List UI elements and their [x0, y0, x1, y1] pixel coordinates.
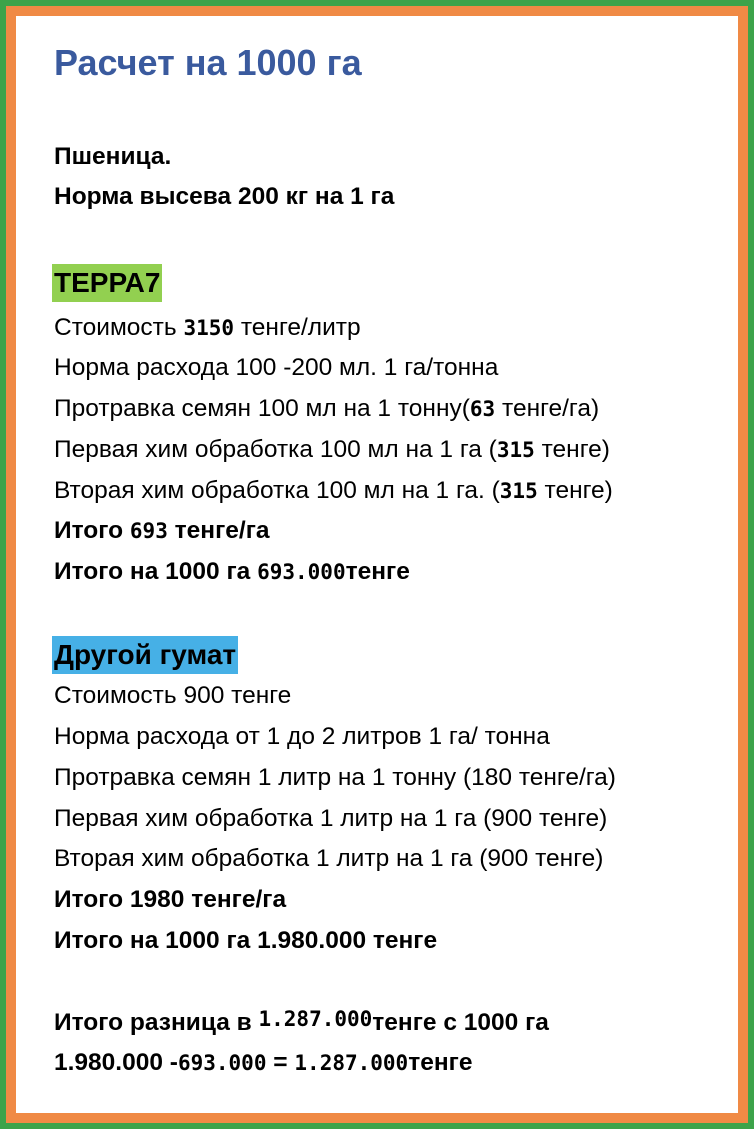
terra-total-1000-unit: тенге: [345, 558, 410, 585]
gumat-cost: Стоимость 900 тенге: [54, 682, 292, 709]
terra-first-value: 315: [496, 438, 535, 462]
terra-total-1000-value: 693.000: [257, 560, 346, 584]
terra-second-value: 315: [499, 479, 538, 503]
difference-calculation: [54, 1048, 472, 1078]
terra-cost-value: 3150: [183, 316, 235, 340]
terra-second-label: Вторая хим обработка 100 мл на 1 га. (: [54, 477, 500, 504]
gumat-total-1000: Итого на 1000 га 1.980.000 тенге: [54, 927, 438, 954]
difference-total: [54, 1008, 549, 1038]
difference-label: Итого разница в: [54, 1009, 259, 1036]
gumat-seed-treatment: Протравка семян 1 литр на 1 тонну (180 тенге/га): [54, 764, 616, 791]
terra-total-1000: [54, 557, 410, 587]
terra-second-treatment: [54, 476, 613, 506]
terra-rate: Норма расхода 100 -200 мл. 1 га/тонна: [54, 354, 499, 381]
terra-total-value: 693: [129, 519, 168, 543]
terra-first-treatment: [54, 435, 610, 465]
terra-total: [54, 516, 270, 546]
difference-value: 1.287.000: [258, 1007, 373, 1031]
gumat-rate: Норма расхода от 1 до 2 литров 1 га/ тонна: [54, 723, 550, 750]
calc-equals: =: [266, 1049, 295, 1076]
gumat-second-treatment: Вторая хим обработка 1 литр на 1 га (900 тенге): [54, 845, 604, 872]
calc-subtrahend: 693.000: [177, 1051, 267, 1075]
terra-first-label: Первая хим обработка 100 мл на 1 га (: [54, 436, 497, 463]
terra-cost: [54, 313, 361, 343]
terra-total-unit: тенге/га: [167, 517, 270, 544]
terra-cost-label: Стоимость: [54, 314, 184, 341]
page-title: Расчет на 1000 га: [54, 42, 362, 83]
gumat-first-treatment: Первая хим обработка 1 литр на 1 га (900 тенге): [54, 805, 608, 832]
gumat-total: Итого 1980 тенге/га: [54, 886, 287, 913]
terra-seed-treatment: [54, 394, 599, 424]
terra-cost-unit: тенге/литр: [234, 314, 361, 341]
difference-unit: тенге с 1000 га: [372, 1009, 549, 1036]
terra-second-unit: тенге): [537, 477, 613, 504]
calc-result: 1.287.000: [294, 1051, 409, 1075]
calc-unit: тенге: [408, 1049, 473, 1076]
terra-total-1000-label: Итого на 1000 га: [54, 558, 258, 585]
terra-first-unit: тенге): [534, 436, 610, 463]
terra-total-label: Итого: [54, 517, 130, 544]
gumat-heading: Другой гумат: [52, 636, 238, 674]
seeding-rate: Норма высева 200 кг на 1 га: [54, 183, 395, 210]
terra-heading: ТЕРРА7: [52, 264, 162, 302]
terra-seed-value: 63: [469, 397, 496, 421]
crop-name: Пшеница.: [54, 143, 172, 170]
terra-seed-unit: тенге/га): [495, 395, 600, 422]
calc-minuend: 1.980.000 -: [54, 1049, 178, 1076]
terra-seed-label: Протравка семян 100 мл на 1 тонну(: [54, 395, 470, 422]
